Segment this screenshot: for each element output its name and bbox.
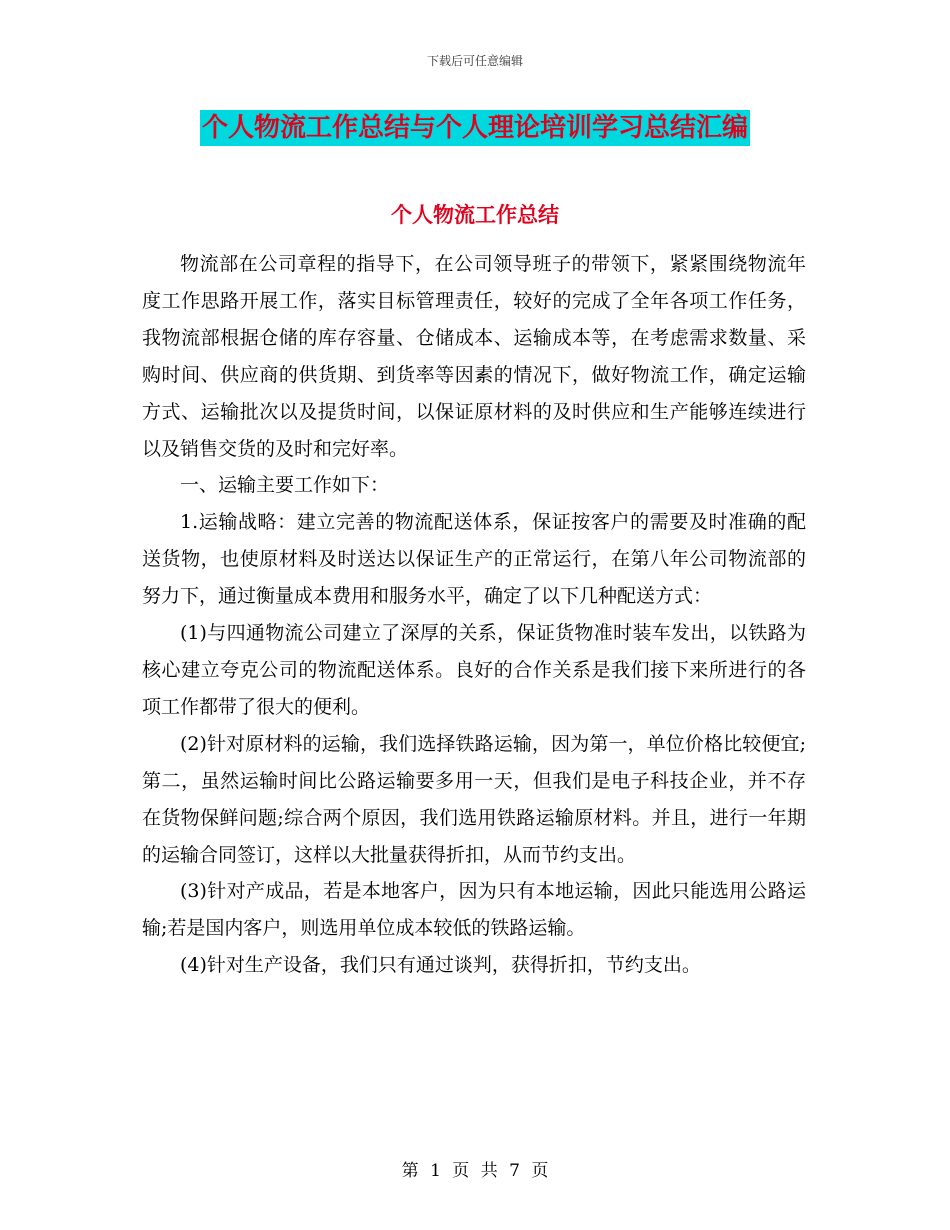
paragraph: 一、运输主要工作如下： (180, 474, 390, 497)
header-note: 下载后可任意编辑 (426, 54, 523, 68)
paragraph: (1)与四通物流公司建立了深厚的关系，保证货物准时装车发出，以铁路为核心建立夸克公司的物流配送体系。良好的合作关系是我们接下来所进行的各项工作都带了很大的便利。 (142, 622, 806, 718)
section-title: 个人物流工作总结 (391, 203, 559, 227)
paragraph: 1.运输战略：建立完善的物流配送体系，保证按客户的需要及时准确的配送货物，也使原材料及时送达以保证生产的正常运行，在第八年公司物流部的努力下，通过衡量成本费用和服务水平，确定了以下几种配送方式： (142, 511, 806, 608)
paragraph: 物流部在公司章程的指导下，在公司领导班子的带领下，紧紧围绕物流年度工作思路开展工作，落实目标管理责任，较好的完成了全年各项工作任务，我物流部根据仓储的库存容量、仓储成本、运输成本等，在考虑需求数量、采购时间、供应商的供货期、到货率等因素的情况下，做好物流工作，确定运输方式、运输批次以及提货时间，以保证原材料的及时供应和生产能够连续进行以及销售交货的及时和完好率。 (142, 253, 806, 460)
main-title: 个人物流工作总结与个人理论培训学习总结汇编 (200, 110, 750, 146)
body-text (142, 246, 806, 984)
paragraph: (3)针对产成品，若是本地客户，因为只有本地运输，因此只能选用公路运输;若是国内客户，则选用单位成本较低的铁路运输。 (142, 880, 806, 940)
paragraph: (4)针对生产设备，我们只有通过谈判，获得折扣，节约支出。 (180, 954, 701, 977)
page-footer: 第 1 页 共 7 页 (401, 1161, 549, 1181)
paragraph: (2)针对原材料的运输，我们选择铁路运输，因为第一，单位价格比较便宜;第二，虽然运输时间比公路运输要多用一天，但我们是电子科技企业，并不存在货物保鲜问题;综合两个原因，我们选用铁路运输原材料。并且，进行一年期的运输合同签订，这样以大批量获得折扣，从而节约支出。 (142, 732, 806, 866)
main-title-wrap (0, 110, 950, 146)
